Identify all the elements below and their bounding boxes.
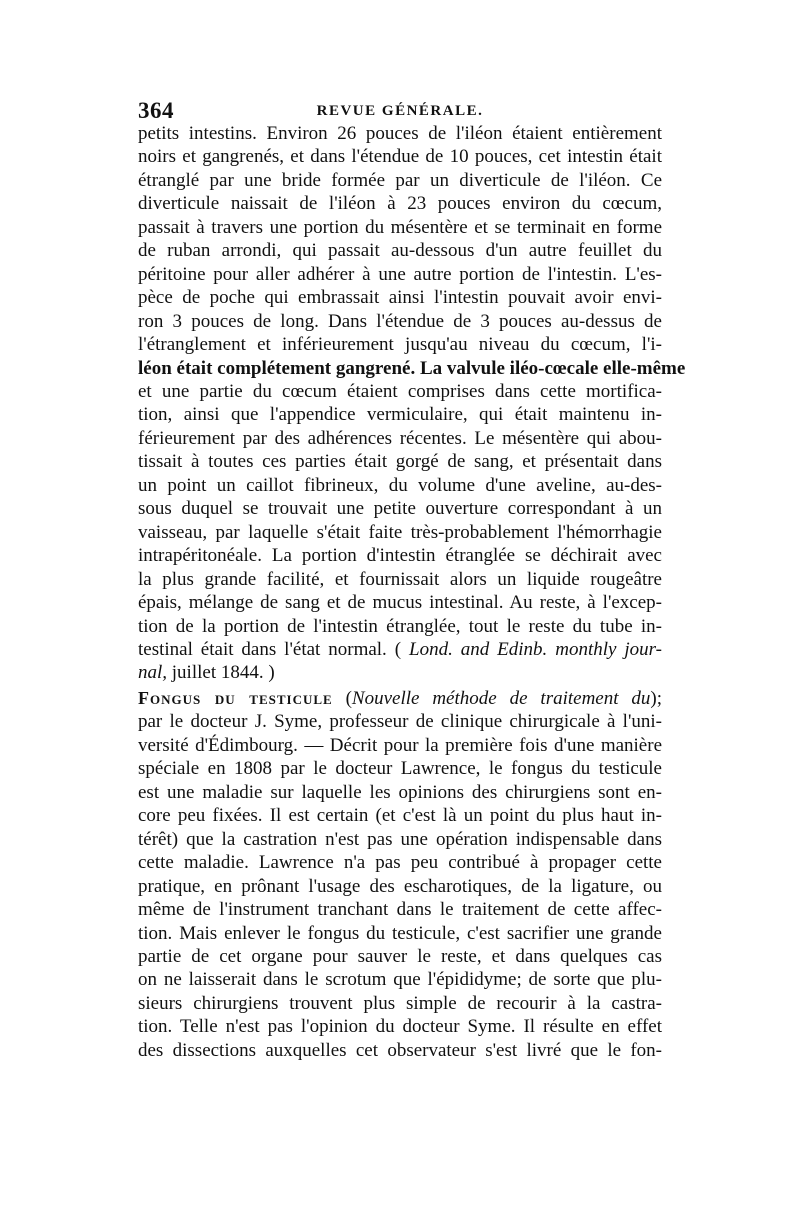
section-heading-line xyxy=(138,687,662,710)
text-line: la plus grande facilité, et fournissait alors un liquide rougeâtre xyxy=(138,568,662,590)
text-line: sieurs chirurgiens trouvent plus simple de recourir à la castra- xyxy=(138,992,662,1014)
text-line: noirs et gangrenés, et dans l'étendue de 10 pouces, cet intestin était xyxy=(138,146,662,168)
text-line: passait à travers une portion du mésentère et se terminait en forme xyxy=(138,216,662,238)
text-line: vaisseau, par laquelle s'était faite très-probablement l'hémorrhagie xyxy=(138,521,662,543)
text-line: et une partie du cœcum étaient comprises dans cette mortifica- xyxy=(138,380,662,402)
text-line: l'étranglement et inférieurement jusqu'au niveau du cœcum, l'i- xyxy=(138,334,662,356)
text-line: même de l'instrument tranchant dans le traitement de cette affec- xyxy=(138,899,662,921)
text-line: core peu fixées. Il est certain (et c'est là un point du plus haut in- xyxy=(138,805,662,827)
citation-lead: testinal était dans l'état normal. ( xyxy=(138,638,402,660)
text-line: léon était complétement gangrené. La valvule iléo-cœcale elle-même xyxy=(138,357,686,379)
text-line: férieurement par des adhérences récentes. Le mésentère qui abou- xyxy=(138,427,662,449)
text-line: étranglé par une bride formée par un diverticule de l'iléon. Ce xyxy=(138,169,662,191)
text-line: un point un caillot fibrineux, du volume d'une aveline, au-des- xyxy=(138,474,662,496)
text-line-citation xyxy=(138,638,662,661)
text-line: par le docteur J. Syme, professeur de clinique chirurgicale à l'uni- xyxy=(138,711,662,733)
page-number: 364 xyxy=(138,98,174,123)
text-line: petits intestins. Environ 26 pouces de l'iléon étaient entièrement xyxy=(138,123,662,144)
text-line: spéciale en 1808 par le docteur Lawrence, le fongus du testicule xyxy=(138,758,662,780)
text-line: épais, mélange de sang et de mucus intestinal. Au reste, à l'excep- xyxy=(138,592,662,614)
heading-open-paren: ( xyxy=(332,688,352,709)
section-heading: Fongus du testicule xyxy=(138,688,333,708)
text-line: sous duquel se trouvait une petite ouverture correspondant à un xyxy=(138,498,662,520)
text-line: partie de cet organe pour sauver le reste, et dans quelques cas xyxy=(138,945,662,967)
text-line: versité d'Édimbourg. — Décrit pour la première fois d'une manière xyxy=(138,734,662,756)
text-line: diverticule naissait de l'iléon à 23 pouces environ du cœcum, xyxy=(138,193,662,215)
text-line: est une maladie sur laquelle les opinions des chirurgiens sont en- xyxy=(138,781,662,803)
text-line: térêt) que la castration n'est pas une opération indispensable dans xyxy=(138,828,662,850)
text-line: tion, ainsi que l'appendice vermiculaire, qui était maintenu in- xyxy=(138,404,662,426)
text-line: tissait à toutes ces parties était gorgé de sang, et présentait dans xyxy=(138,451,662,473)
text-line: on ne laisserait dans le scrotum que l'épididyme; de sorte que plu- xyxy=(138,969,662,991)
text-line-citation-end xyxy=(138,661,662,684)
text-line: des dissections auxquelles cet observateur s'est livré que le fon- xyxy=(138,1039,662,1061)
citation-journal: Lond. and Edinb. monthly jour- xyxy=(409,638,662,660)
text-line: ron 3 pouces de long. Dans l'étendue de 3 pouces au-dessus de xyxy=(138,310,662,332)
section-subtitle: Nouvelle méthode de traitement du xyxy=(351,688,651,709)
text-line: péritoine pour aller adhérer à une autre portion de l'intestin. L'es- xyxy=(138,263,662,285)
text-line: pèce de poche qui embrassait ainsi l'intestin pouvait avoir envi- xyxy=(138,287,662,309)
text-line: tion de la portion de l'intestin étranglée, tout le reste du tube in- xyxy=(138,615,662,637)
text-line: de ruban arrondi, qui passait au-dessous d'un autre feuillet du xyxy=(138,240,662,262)
paragraph-case-report xyxy=(138,122,686,685)
citation-date: juillet 1844. ) xyxy=(167,662,275,684)
text-line: intrapéritonéale. La portion d'intestin étranglée se déchirait avec xyxy=(138,545,662,567)
heading-close-paren: ); xyxy=(650,688,663,709)
text-line: cette maladie. Lawrence n'a pas peu contribué à propager cette xyxy=(138,852,662,874)
citation-journal-end: nal, xyxy=(138,662,168,684)
text-line: pratique, en prônant l'usage des escharotiques, de la ligature, ou xyxy=(138,875,662,897)
paragraph-fongus-testicule xyxy=(138,687,662,1062)
text-line: tion. Telle n'est pas l'opinion du docteur Syme. Il résulte en effet xyxy=(138,1016,662,1038)
running-title: REVUE GÉNÉRALE. xyxy=(316,103,484,119)
text-line: tion. Mais enlever le fongus du testicule, c'est sacrifier une grande xyxy=(138,922,662,944)
